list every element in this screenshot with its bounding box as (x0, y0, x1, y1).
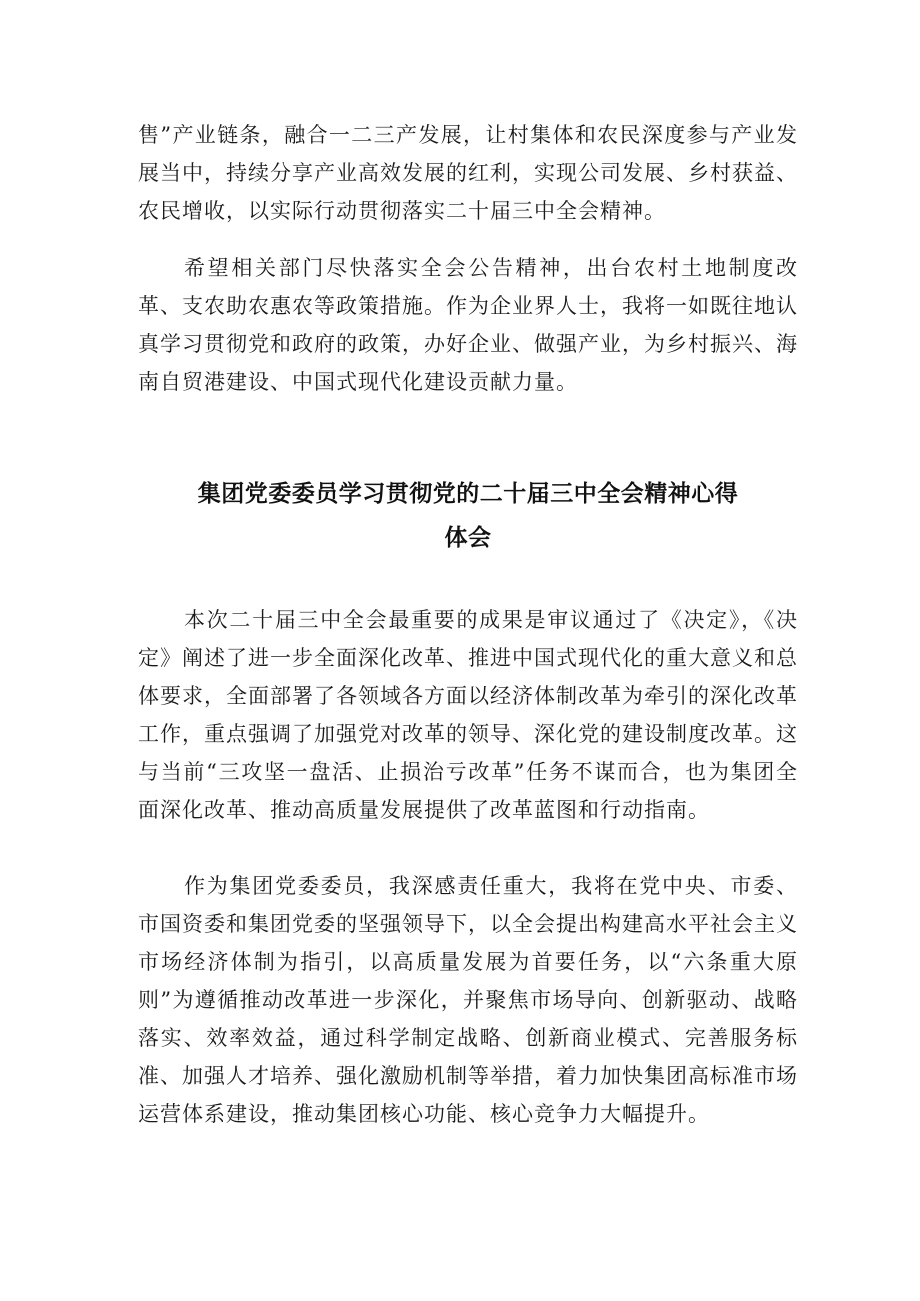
paragraph-hope: 希望相关部门尽快落实全会公告精神，出台农村土地制度改革、支农助农惠农等政策措施。作为企业界人士，我将一如既往地认真学习贯彻党和政府的政策，办好企业、做强产业，为乡村振兴、海南自贸港建设、中国式现代化建设贡献力量。 (138, 256, 798, 394)
section-title-line1: 集团党委委员学习贯彻党的二十届三中全会精神心得 (197, 481, 739, 507)
paragraph-continuation: 售”产业链条，融合一二三产发展，让村集体和农民深度参与产业发展当中，持续分享产业高效发展的红利，实现公司发展、乡村获益、农民增收，以实际行动贯彻落实二十届三中全会精神。 (138, 123, 798, 223)
section-title-line2: 体会 (444, 525, 492, 551)
paragraph-responsibility: 作为集团党委委员，我深感责任重大，我将在党中央、市委、市国资委和集团党委的坚强领导下，以全会提出构建高水平社会主义市场经济体制为指引，以高质量发展为首要任务，以“六条重大原则”为遵循推动改革进一步深化，并聚焦市场导向、创新驱动、战略落实、效率效益，通过科学制定战略、创新商业模式、完善服务标准、加强人才培养、强化激励机制等举措，着力加快集团高标准市场运营体系建设，推动集团核心功能、核心竞争力大幅提升。 (138, 874, 798, 1126)
paragraph-decision: 本次二十届三中全会最重要的成果是审议通过了《决定》，《决定》阐述了进一步全面深化改革、推进中国式现代化的重大意义和总体要求，全面部署了各领域各方面以经济体制改革为牵引的深化改革工作，重点强调了加强党对改革的领导、深化党的建设制度改革。这与当前“三攻坚一盘活、止损治亏改革”任务不谋而合，也为集团全面深化改革、推动高质量发展提供了改革蓝图和行动指南。 (138, 608, 798, 822)
